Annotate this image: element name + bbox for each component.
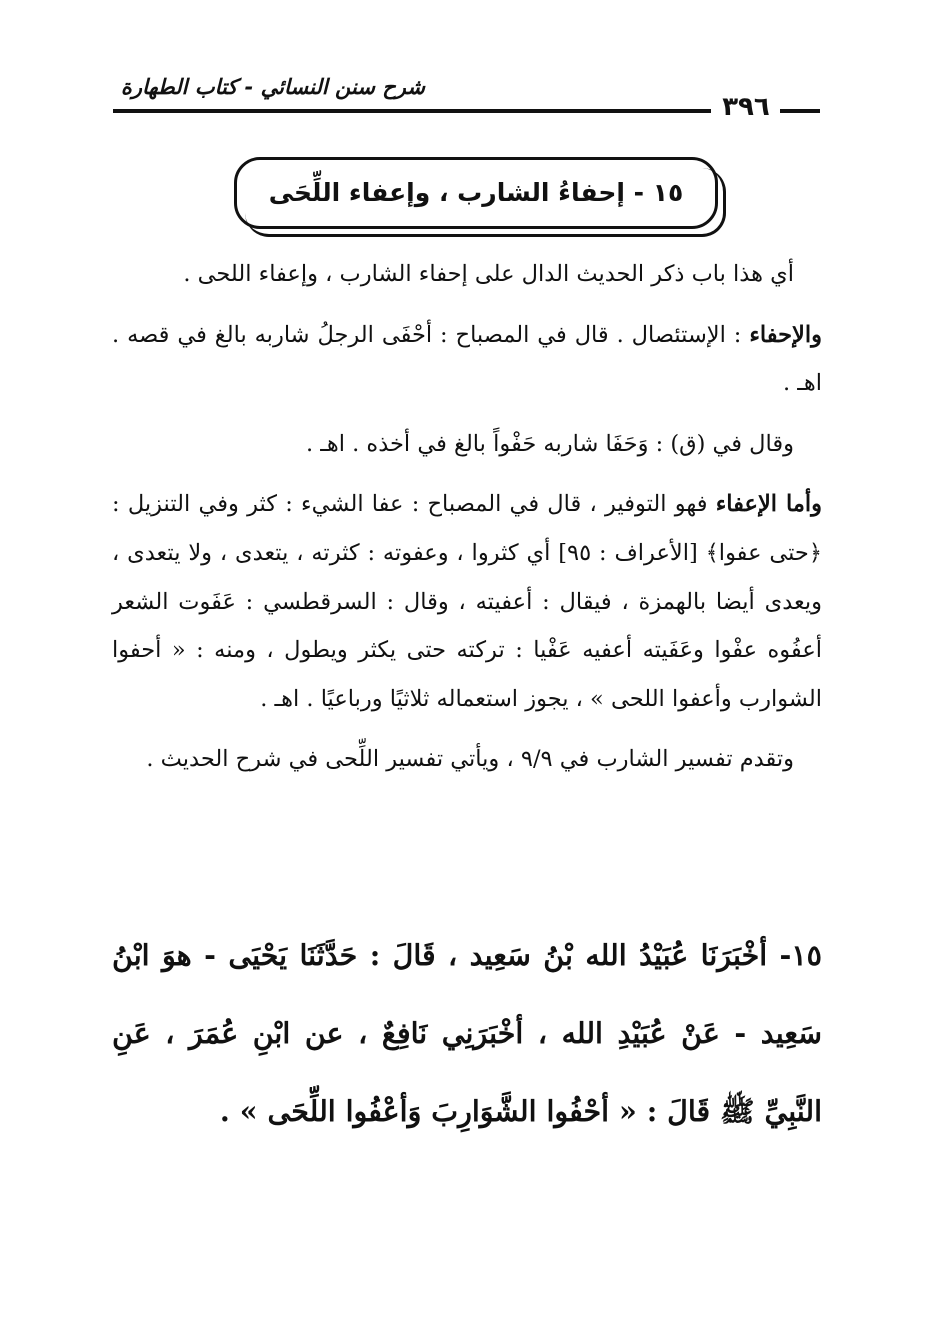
chapter-title: ١٥ - إحفاءُ الشارب ، وإعفاء اللِّحَى (268, 178, 684, 207)
paragraph-ihfa-text: : الإستئصال . قال في المصباح : أحْفَى الرجلُ شاربه بالغ في قصه . اهـ . (112, 321, 822, 397)
chapter-heading-box (234, 157, 718, 229)
paragraph-ifa-text: فهو التوفير ، قال في المصباح : عفا الشيء : كثر وفي التنزيل : ﴿حتى عفوا﴾ [الأعراف : ٩٥] أي كثروا ، وعفوته : كثرته ، يتعدى ، ولا يتعدى ، ويعدى أيضا بالهمزة ، فيقال : أعفيته ، وقال : السرقطسي : عَفَوت الشعر أعفُوه عفْوا وعَفَيته أعفيه عَفْيا : تركته حتى يكثر ويطول ، ومنه : « أحفوا الشوارب وأعفوا اللحى » ، يجوز استعماله ثلاثيًا ورباعيًا . اهـ . (112, 491, 823, 712)
commentary-body (112, 250, 822, 796)
paragraph-ifa (112, 480, 822, 723)
paragraph-qamus: وقال في (ق) : وَحَفَا شاربه حَفْواً بالغ في أخذه . اهـ . (305, 430, 794, 457)
running-title: شرح سنن النسائي - كتاب الطهارة (120, 75, 425, 99)
page-number-dash (780, 109, 820, 113)
paragraph-intro: أي هذا باب ذكر الحديث الدال على إحفاء الشارب ، وإعفاء اللحى . (183, 261, 794, 287)
term-ihfa: والإحفاء (749, 321, 822, 348)
term-ifa: وأما الإعفاء (715, 491, 822, 518)
hadith-text: ١٥- أخْبَرَنَا عُبَيْدُ الله بْنُ سَعِيد ، قَالَ : حَدَّثَنَا يَحْيَى - هوَ ابْنُ سَعِيد - عَنْ عُبَيْدِ الله ، أخْبَرَنِي نَافِعٌ ، عن ابْنِ عُمَرَ ، عَنِ النَّبِيِّ ﷺ قَالَ : « أحْفُوا الشَّوَارِبَ وَأعْفُوا اللِّحَى » . (112, 938, 822, 1128)
header-rule (113, 109, 711, 113)
page-number: ٣٩٦ (722, 92, 770, 122)
paragraph-cross-reference: وتقدم تفسير الشارب في ٩/٩ ، ويأتي تفسير اللِّحى في شرح الحديث . (146, 746, 794, 773)
paragraph-ihfa (112, 311, 822, 408)
